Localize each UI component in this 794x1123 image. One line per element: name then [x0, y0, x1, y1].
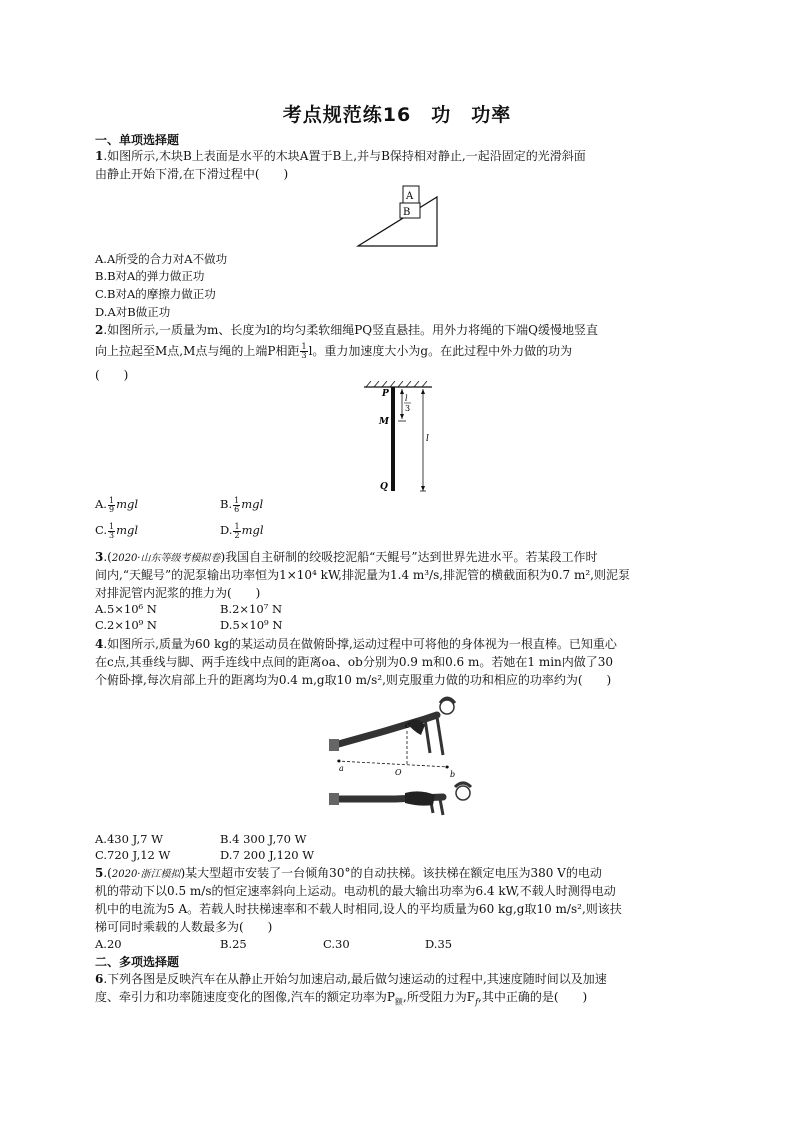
q5-number: 5: [95, 866, 104, 880]
q5-option-d: D.35: [425, 937, 453, 951]
q4-line2: 在c点,其垂线与脚、两手连线中点间的距离oa、ob分别为0.9 m和0.6 m。若她在1 min内做了30: [95, 655, 614, 669]
dim-l3-arrow-bottom: [400, 414, 404, 419]
q6-number: 6: [95, 972, 104, 986]
q3-text1: )我国自主研制的绞吸挖泥船“天鲲号”达到世界先进水平。若某段工作时: [220, 550, 598, 564]
q5-option-b: B.25: [220, 937, 247, 951]
q3-line2: 间内,“天鲲号”的泥泵输出功率恒为1×10⁴ kW,排泥量为1.4 m³/s,排泥管的横截面积为0.7 m²,则泥泵: [95, 568, 630, 582]
q6-line1: [95, 970, 705, 988]
label-m: M: [379, 417, 389, 427]
q6-sub-f: f: [475, 997, 479, 1007]
q6-line2: [95, 988, 705, 1011]
q3-number: 3: [95, 550, 104, 564]
q3-pre: .(: [103, 550, 112, 564]
section-heading-single: 一、单项选择题: [95, 133, 180, 147]
pushup-top-figure: [329, 698, 455, 755]
q2-option-a: [95, 496, 138, 514]
q1-line2: 由静止开始下滑,在下滑过程中( ): [95, 167, 289, 181]
q6-text2b: ,所受阻力为F: [402, 990, 476, 1004]
incline-triangle: [358, 197, 437, 246]
label-a: a: [339, 764, 344, 773]
q2-text2a: 向上拉起至M点,M点与绳的上端P相距: [95, 344, 300, 358]
frac-num: 1: [234, 521, 240, 531]
q5-option-a: A.20: [95, 937, 122, 951]
q4-line1: [95, 635, 705, 653]
q4-text1: .如图所示,质量为60 kg的某运动员在做俯卧撑,运动过程中可将他的身体视为一根直棒。已知重心: [103, 637, 617, 651]
q1-text1: .如图所示,木块B上表面是水平的木块A置于B上,并与B保持相对静止,一起沿固定的光滑斜面: [103, 149, 586, 163]
label-q: Q: [380, 482, 388, 492]
q1-option-a: A.A所受的合力对A不做功: [95, 252, 228, 266]
opt-tail: mgl: [241, 523, 264, 537]
q2-figure-rope: [362, 379, 442, 495]
q3-line3: 对排泥管内泥浆的推力为( ): [95, 586, 261, 600]
opt-tail: mgl: [241, 497, 264, 511]
q4-option-a: A.430 J,7 W: [95, 832, 163, 846]
q3-option-d: D.5×10⁹ N: [220, 618, 283, 632]
q4-number: 4: [95, 637, 104, 651]
q1-option-d: D.A对B做正功: [95, 305, 171, 319]
dim-l3-arrow-top: [400, 389, 404, 394]
q2-text2b: l。重力加速度大小为g。在此过程中外力做的功为: [308, 344, 573, 358]
opt-label: B.: [220, 497, 233, 511]
q4-option-c: C.720 J,12 W: [95, 848, 171, 862]
q2-text1: .如图所示,一质量为m、长度为l的均匀柔软细绳PQ竖直悬挂。用外力将绳的下端Q缓慢地竖直: [103, 323, 598, 337]
q2-option-b: [220, 496, 263, 514]
q1-line1: [95, 147, 705, 165]
q6-text2c: ,其中正确的是( ): [478, 990, 588, 1004]
label-c: c: [405, 721, 410, 730]
q3-option-c: C.2×10⁹ N: [95, 618, 157, 632]
q5-option-c: C.30: [323, 937, 350, 951]
opt-frac: [233, 523, 240, 540]
section-heading-multi: 二、多项选择题: [95, 955, 180, 969]
q2-option-d: [220, 522, 264, 540]
q5-text1: )某大型超市安装了一台倾角30°的自动扶梯。该扶梯在额定电压为380 V的电动: [180, 866, 602, 880]
q4-figure-pushup: [325, 695, 495, 825]
q2-line3: ( ): [95, 368, 129, 382]
block-b-label: B: [403, 207, 411, 218]
q2-line1: [95, 321, 705, 339]
q3-option-b: B.2×10⁷ N: [220, 602, 283, 616]
q2-option-c: [95, 522, 138, 540]
q2-number: 2: [95, 323, 104, 337]
q4-option-b: B.4 300 J,70 W: [220, 832, 307, 846]
opt-label: C.: [95, 523, 108, 537]
dim-l-arrow-bottom: [421, 486, 425, 491]
opt-frac: [108, 497, 115, 514]
q6-text1: .下列各图是反映汽车在从静止开始匀加速启动,最后做匀速运动的过程中,其速度随时间以及加速: [103, 972, 607, 986]
q2-fraction: [300, 343, 307, 360]
dim-l-arrow-top: [421, 389, 425, 394]
q1-number: 1: [95, 149, 104, 163]
q3-line1: [95, 548, 705, 568]
q1-option-b: B.B对A的弹力做正功: [95, 269, 205, 283]
opt-tail: mgl: [116, 523, 139, 537]
q1-option-c: C.B对A的摩擦力做正功: [95, 287, 216, 301]
q1-figure-incline: [355, 183, 445, 249]
head-bottom: [456, 786, 470, 800]
block-a-label: A: [406, 191, 414, 202]
q6-sub-rated: 额: [394, 997, 403, 1007]
q5-pre: .(: [103, 866, 112, 880]
opt-tail: mgl: [116, 497, 139, 511]
q3-source: 2020·山东等级考模拟卷: [111, 553, 221, 564]
shoe-bottom: [329, 793, 339, 805]
pushup-bottom-figure: [329, 783, 471, 815]
q6-text2a: 度、牵引力和功率随速度变化的图像,汽车的额定功率为P: [95, 990, 395, 1004]
dim-l3-den: 3: [405, 404, 411, 413]
frac-den: 6: [234, 504, 240, 514]
opt-frac: [233, 497, 240, 514]
opt-label: A.: [95, 497, 107, 511]
q5-line2: 机的带动下以0.5 m/s的恒定速率斜向上运动。电动机的最大输出功率为6.4 kW,不载人时测得电动: [95, 884, 616, 898]
frac-num: 1: [109, 521, 115, 531]
q2-frac-num: 1: [301, 342, 307, 351]
frac-num: 1: [108, 495, 115, 505]
page-title: 考点规范练16 功 功率: [282, 104, 512, 126]
q5-line3: 机中的电流为5 A。若载人时扶梯速率和不载人时相同,设人的平均质量为60 kg,g取10 m/s²,则该扶: [95, 902, 622, 916]
frac-den: 3: [109, 530, 115, 540]
frac-den: 9: [108, 504, 115, 514]
frac-num: 1: [234, 495, 240, 505]
label-b: b: [450, 770, 456, 779]
point-b: [446, 766, 449, 769]
q2-line2: [95, 342, 705, 360]
ceiling-hatching: [366, 381, 427, 387]
rope-pq: [391, 387, 395, 491]
opt-label: D.: [220, 523, 233, 537]
ground-line: [337, 761, 449, 767]
q2-frac-den: 3: [301, 351, 307, 360]
q5-line1: [95, 864, 705, 884]
q4-option-d: D.7 200 J,120 W: [220, 848, 315, 862]
q5-source: 2020·浙江模拟: [111, 869, 181, 880]
q3-option-a: A.5×10⁶ N: [95, 602, 157, 616]
dim-l3-num: l: [405, 394, 408, 403]
q5-line4: 梯可同时乘载的人数最多为( ): [95, 920, 273, 934]
dim-l-label: l: [426, 434, 429, 444]
q4-line3: 个俯卧撑,每次肩部上升的距离均为0.4 m,g取10 m/s²,则克服重力做的功和相应的功率约为( ): [95, 673, 612, 687]
label-o: O: [395, 768, 402, 777]
label-p: P: [382, 389, 389, 399]
opt-frac: [108, 523, 115, 540]
shoe-top: [329, 739, 339, 751]
frac-den: 2: [234, 530, 240, 540]
point-a: [338, 760, 341, 763]
